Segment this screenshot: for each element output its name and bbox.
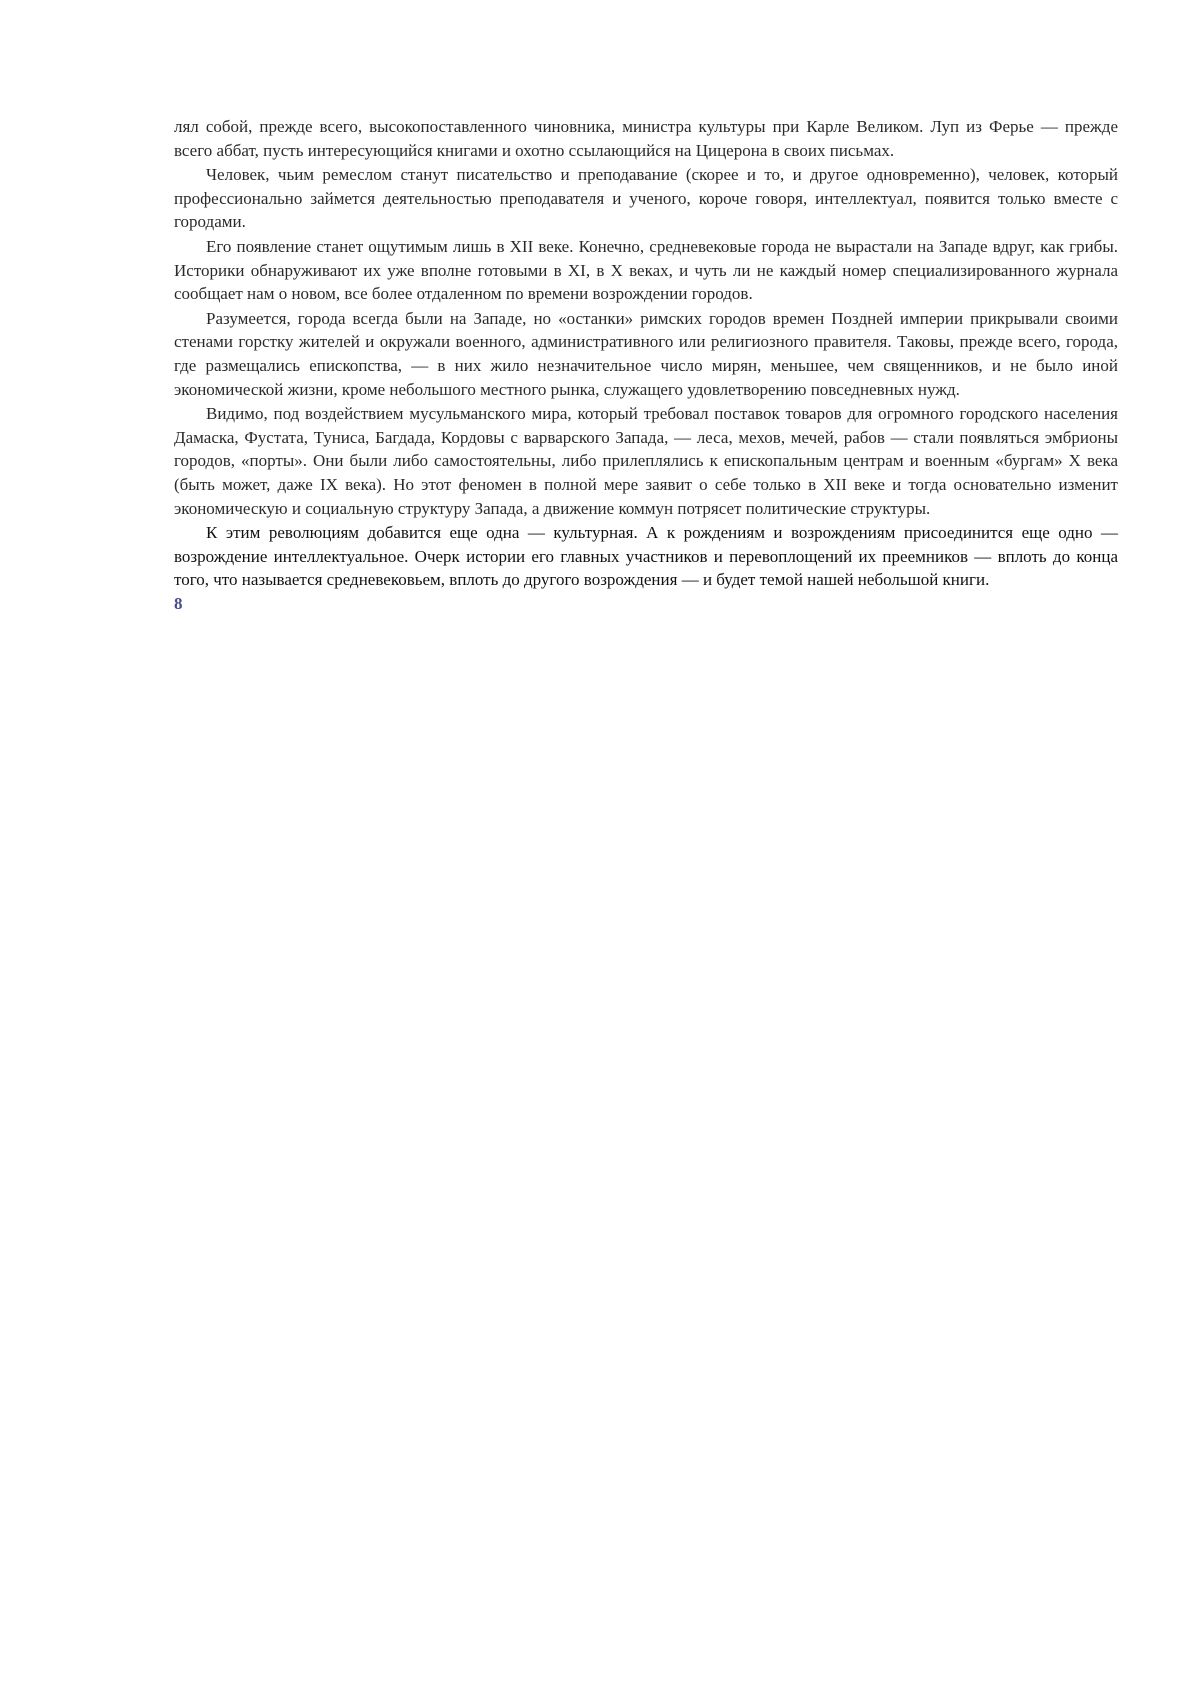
paragraph-2: Человек, чьим ремеслом станут писательство и преподавание (скорее и то, и другое одновременно), человек, который профессионально займется деятельностью преподавателя и ученого, короче говоря, интеллектуал, появится только вместе с городами. [174, 165, 1118, 232]
paragraph-5: Видимо, под воздействием мусульманского мира, который требовал поставок товаров для огромного городского населения Дамаска, Фустата, Туниса, Багдада, Кордовы с варварского Запада, — леса, мехов, мечей, рабов — стали появляться эмбрионы городов, «порты». Они были либо самостоятельны, либо прилеплялись к епископальным центрам и военным «бургам» X века (быть может, даже IX века). Но этот феномен в полной мере заявит о себе только в XII веке и тогда основательно изменит экономическую и социальную структуру Запада, а движение коммун потрясет политические структуры. [174, 404, 1118, 518]
page-number: 8 [174, 594, 183, 613]
paragraph-3: Его появление станет ощутимым лишь в XII веке. Конечно, средневековые города не вырастали на Западе вдруг, как грибы. Историки обнаруживают их уже вполне готовыми в XI, в X веках, и чуть ли не каждый номер специализированного журнала сообщает нам о новом, все более отдаленном по времени возрождении городов. [174, 236, 1118, 304]
paragraph-4: Разумеется, города всегда были на Западе, но «останки» римских городов времен Поздней империи прикрывали своими стенами горстку жителей и окружали военного, административного или религиозного правителя. Таковы, прежде всего, города, где размещались епископства, — в них жило незначительное число мирян, меньшее, чем священников, и не было иной экономической жизни, кроме небольшого местного рынка, служащего удовлетворению повседневных нужд. [174, 308, 1118, 399]
body-text [174, 115, 1118, 592]
paragraph-1: лял собой, прежде всего, высокопоставленного чиновника, министра культуры при Карле Великом. Луп из Ферье — прежде всего аббат, пусть интересующийся книгами и охотно ссылающийся на Цицерона в своих письмах. [174, 117, 1118, 160]
paragraph-6: К этим революциям добавится еще одна — культурная. А к рождениям и возрождениям присоединится еще одно — возрождение интеллектуальное. Очерк истории его главных участников и перевоплощений их преемников — вплоть до конца того, что называется средневековьем, вплоть до другого возрождения — и будет темой нашей небольшой книги. [174, 523, 1118, 590]
